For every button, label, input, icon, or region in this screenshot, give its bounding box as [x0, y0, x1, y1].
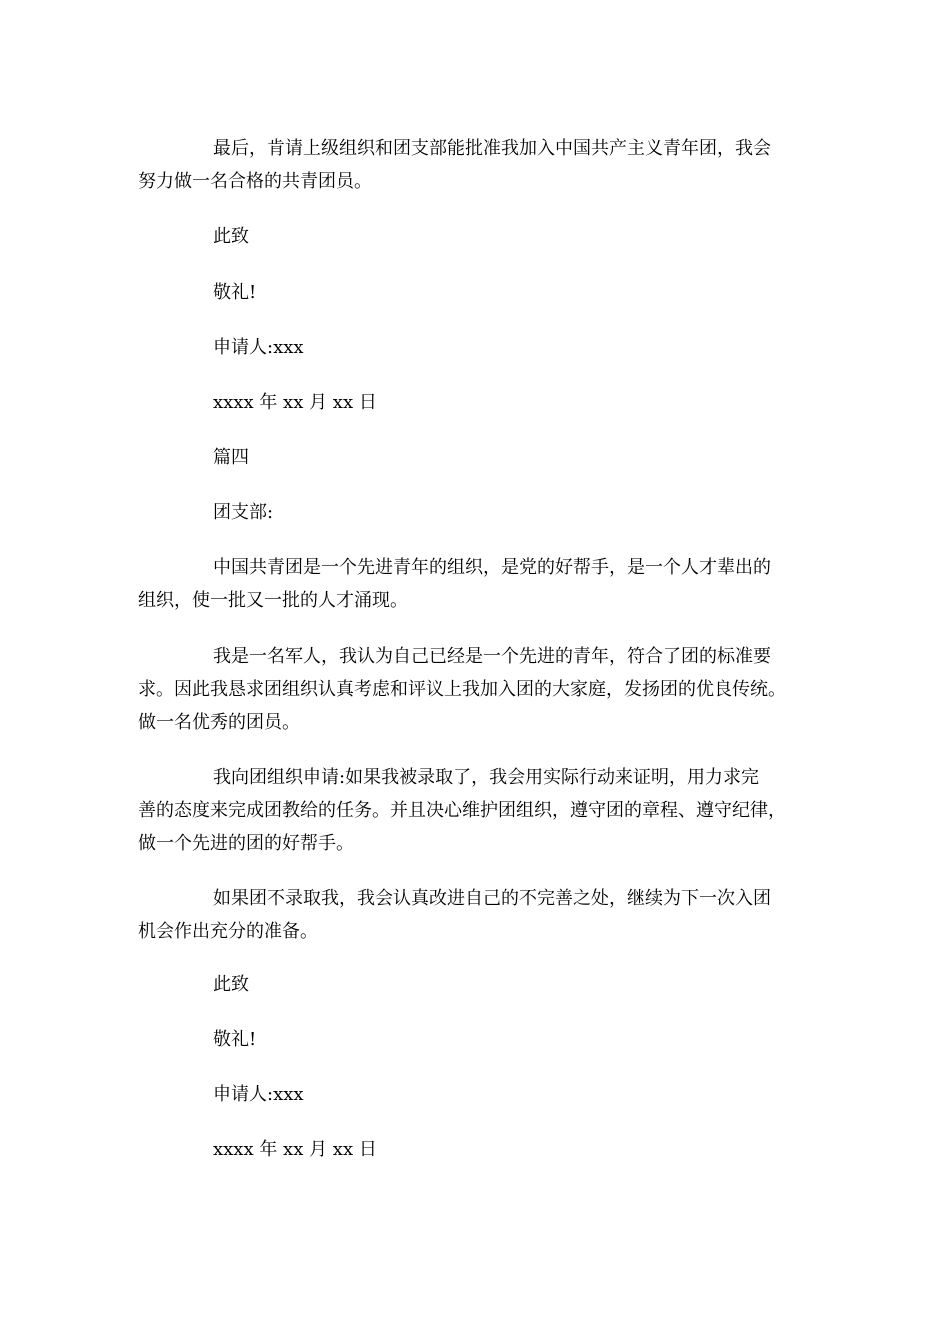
applicant-1: 申请人:xxx [213, 337, 304, 358]
paragraph-3-line-3: 做一个先进的团的好帮手。 [138, 833, 354, 854]
paragraph-1-line-2: 组织，使一批又一批的人才涌现。 [138, 590, 408, 611]
paragraph-1-line-1: 中国共青团是一个先进青年的组织，是党的好帮手，是一个人才辈出的 [213, 557, 771, 578]
paragraph-3-line-2: 善的态度来完成团教给的任务。并且决心维护团组织，遵守团的章程、遵守纪律， [138, 800, 786, 821]
paragraph-4-line-2: 机会作出充分的准备。 [138, 921, 318, 942]
salutation-1: 此致 [213, 226, 249, 247]
salutation-2: 此致 [213, 974, 249, 995]
date-1: xxxx 年 xx 月 xx 日 [213, 392, 377, 413]
regards-2: 敬礼! [213, 1029, 257, 1050]
regards-1: 敬礼! [213, 282, 257, 303]
applicant-2: 申请人:xxx [213, 1084, 304, 1105]
closing-paragraph-line-2: 努力做一名合格的共青团员。 [138, 171, 372, 192]
date-2: xxxx 年 xx 月 xx 日 [213, 1139, 377, 1160]
section-title: 篇四 [213, 447, 249, 468]
paragraph-2-line-2: 求。因此我恳求团组织认真考虑和评议上我加入团的大家庭，发扬团的优良传统。 [138, 679, 786, 700]
closing-paragraph-line-1: 最后，肯请上级组织和团支部能批准我加入中国共产主义青年团，我会 [213, 138, 771, 159]
paragraph-2-line-3: 做一名优秀的团员。 [138, 712, 300, 733]
paragraph-2-line-1: 我是一名军人，我认为自己已经是一个先进的青年，符合了团的标准要 [213, 646, 771, 667]
paragraph-4-line-1: 如果团不录取我，我会认真改进自己的不完善之处，继续为下一次入团 [213, 888, 771, 909]
addressee: 团支部: [213, 502, 274, 523]
paragraph-3-line-1: 我向团组织申请:如果我被录取了，我会用实际行动来证明，用力求完 [213, 767, 760, 788]
